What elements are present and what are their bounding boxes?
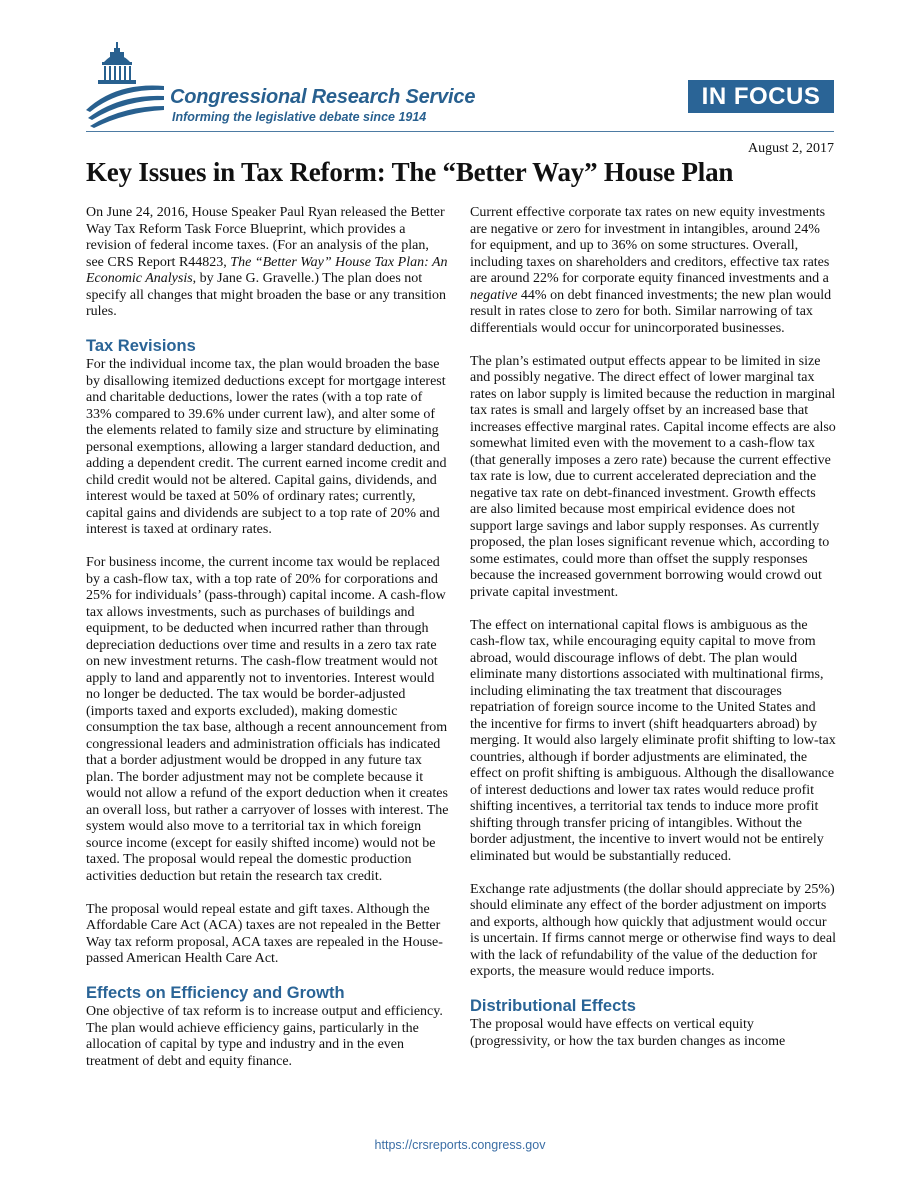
capitol-dome-logo — [86, 42, 166, 132]
page-title: Key Issues in Tax Reform: The “Better Way” House Plan — [86, 157, 734, 187]
paragraph-corporate-rates: Current effective corporate tax rates on new equity investments are negative or zero for investment in intangibles, around 24% for equipment, and up to 36% on some structures. Overall, including taxes on shareholders and creditors, effective tax rates are around 22% for corporate equity financed investments and a negative 44% on debt financed investments; the new plan would result in rates close to zero for both. Similar narrowing of tax differentials would occur for unincorporated businesses. — [470, 205, 832, 336]
heading-efficiency-growth: Effects on Efficiency and Growth — [86, 984, 345, 1002]
left-column — [86, 205, 450, 1070]
publication-date: August 2, 2017 — [748, 141, 834, 156]
paragraph-estate-tax: The proposal would repeal estate and gift taxes. Although the Affordable Care Act (ACA) taxes are not repealed in the Better Way tax reform proposal, ACA taxes are repealed in the House-passed American Health Care Act. — [86, 901, 443, 966]
footer-url-link[interactable]: https://crsreports.congress.gov — [374, 1138, 546, 1152]
emphasis-negative: negative — [470, 287, 518, 303]
paragraph-business-income: For business income, the current income tax would be replaced by a cash-flow tax, with a top rate of 20% for corporations and 25% for individuals’ (pass-through) capital income. A cash-flow tax allows investments, such as purchases of buildings and equipment, to be deducted when incurred rather than through depreciation deductions over time and results in a zero tax rate on new investment returns. The cash-flow treatment would not apply to land and apparently not to inventories. Interest would no longer be deducted. The tax would be border-adjusted (imports taxed and exports excluded), making domestic consumption the tax base, although a recent announcement from congressional leaders and administration officials has indicated that a border adjustment would be dropped in any future tax plan. The border adjustment may not be complete because it would not allow a refund of the export deduction when it creates an overall loss, but rather a carryover of losses with interest. The system would also move to a territorial tax in which foreign source income (except for easily shifted income) would not be taxed. The proposal would repeal the domestic production activities deduction but retain the research tax credit. — [86, 555, 449, 884]
org-name: Congressional Research Service — [170, 86, 476, 108]
header-rule — [86, 131, 834, 132]
org-tagline: Informing the legislative debate since 1914 — [172, 110, 427, 124]
paragraph-objective: One objective of tax reform is to increase output and efficiency. The plan would achieve efficiency gains, particularly in the allocation of capital by type and industry and in the even treatment of debt and equity finance. — [86, 1004, 443, 1069]
paragraph-international-flows: The effect on international capital flows is ambiguous as the cash-flow tax, while encouraging equity capital to move from abroad, would discourage inflows of debt. The plan would eliminate many distortions associated with multinational firms, including eliminating the tax treatment that discourages repatriation of foreign source income to the United States and the incentive for firms to invert (shift headquarters abroad) by merging. It would also largely eliminate profit shifting to low-tax countries, although if border adjustments are eliminated, the effect on profit shifting is ambiguous. Although the disallowance of interest deductions and lower tax rates would reduce profit shifting incentives, a territorial tax tends to induce more profit shifting through transfer pricing of intangibles. Without the border adjustment, the incentive to invert would not be entirely eliminated but would be substantially reduced. — [470, 617, 836, 864]
paragraph-exchange-rate: Exchange rate adjustments (the dollar should appreciate by 25%) should eliminate any effect of the border adjustment on imports and exports, although how quickly that adjustment would occur is uncertain. If firms cannot merge or otherwise find ways to deal with the lack of refundability of the value of the deduction for exports, the measure would reduce imports. — [470, 881, 836, 979]
in-focus-badge: IN FOCUS — [688, 80, 834, 113]
paragraph-individual-tax: For the individual income tax, the plan would broaden the base by disallowing itemized deductions except for mortgage interest and charitable deductions, lower the rates (with a top rate of 33% compared to 39.6% under current law), and alter some of the elements related to family size and structure by eliminating personal exemptions, allowing a larger standard deduction, and adding a dependent credit. The current earned income credit and child credit would not be altered. Capital gains, dividends, and interest would be taxed at 50% of ordinary rates; currently, capital gains and dividends are subject to a top rate of 20% and interest is taxed at ordinary rates. — [86, 357, 447, 537]
heading-tax-revisions: Tax Revisions — [86, 337, 196, 355]
report-title-link: The “Better Way” House Tax Plan: An Economic Analysis — [86, 254, 448, 286]
heading-distributional-effects: Distributional Effects — [470, 997, 636, 1015]
intro-paragraph: On June 24, 2016, House Speaker Paul Ryan released the Better Way Tax Reform Task Force Blueprint, which provides a revision of federal income taxes. (For an analysis of the plan, see CRS Report R44823, The “Better Way” House Tax Plan: An Economic Analysis, by Jane G. Gravelle.) The plan does not specify all changes that might broaden the base or any transition rules. — [86, 205, 448, 319]
paragraph-output-effects: The plan’s estimated output effects appear to be limited in size and possibly negative. The direct effect of lower marginal tax rates on labor supply is limited because the reduction in marginal tax rates is small and largely offset by an increased base that increases effective marginal rates. Capital income effects are also somewhat limited even with the movement to a cash-flow tax (that generally imposes a zero rate) because the current effective tax rate is low, due to current accelerated depreciation and the negative tax rate on debt-financed investment. Growth effects are also limited because most empirical evidence does not support large savings and labor supply responses. As currently proposed, the plan loses significant revenue which, according to some estimates, could more than offset the supply responses because the increased government borrowing would crowd out private capital investment. — [470, 353, 836, 600]
paragraph-distributional: The proposal would have effects on vertical equity (progressivity, or how the tax burden changes as income — [470, 1017, 786, 1049]
right-column — [470, 205, 836, 1050]
